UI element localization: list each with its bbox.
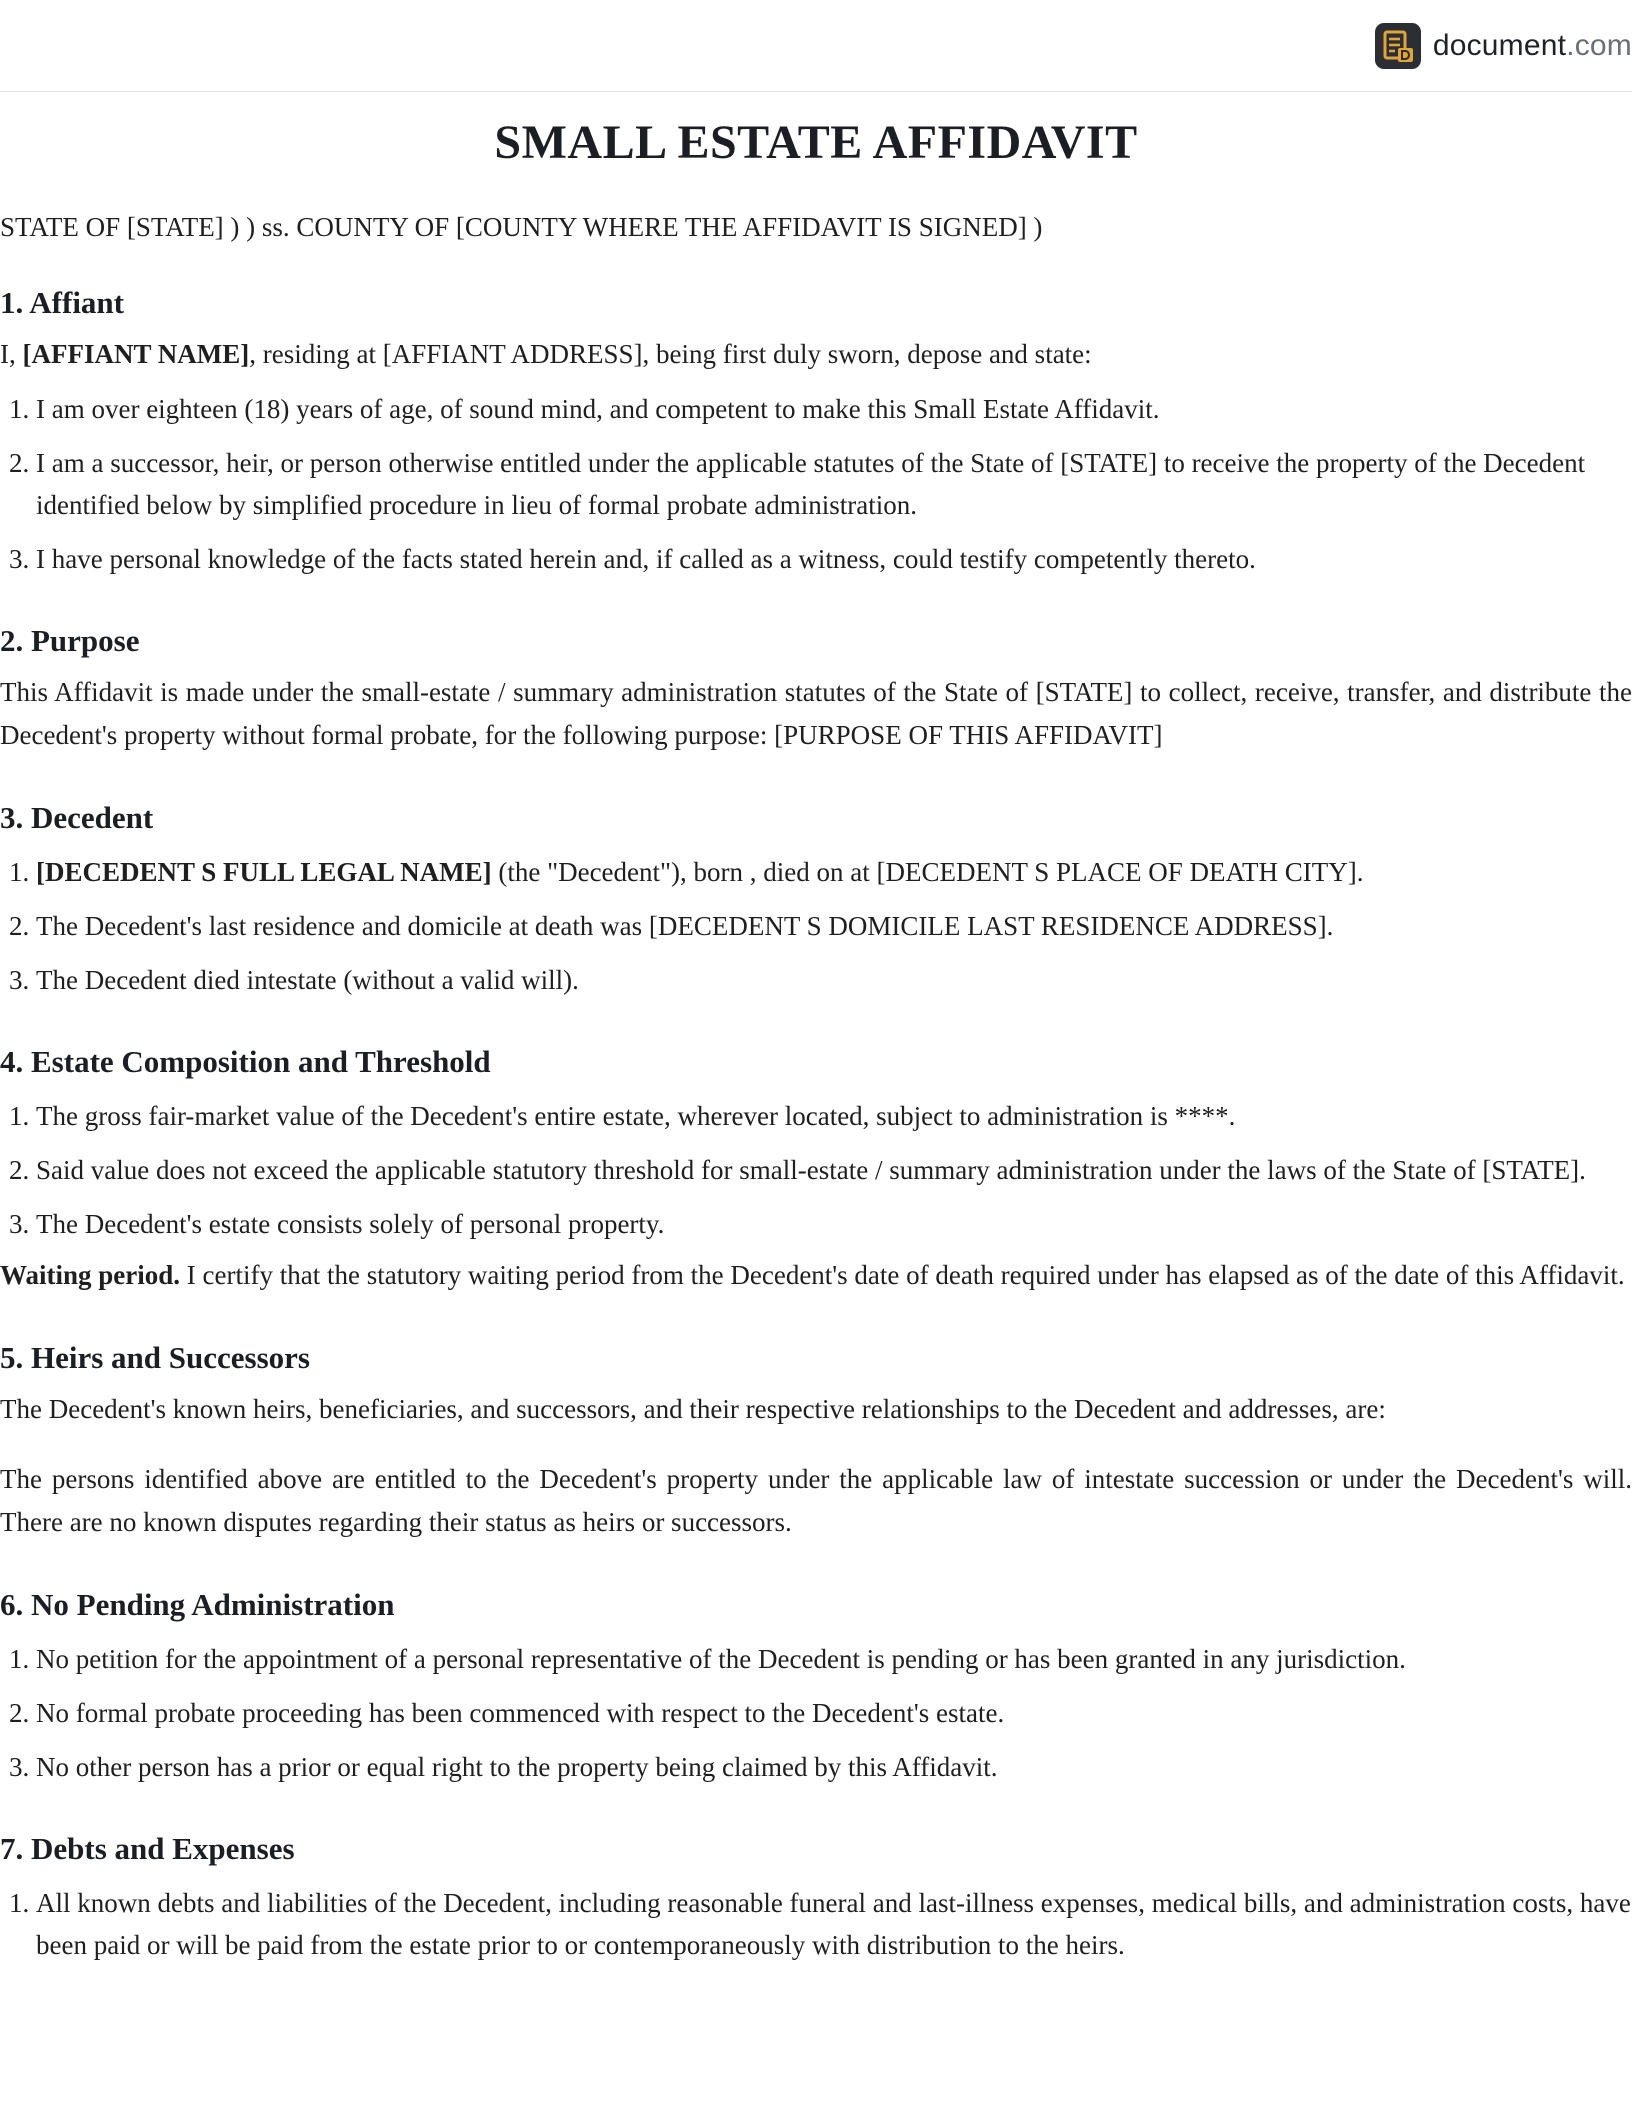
list-item	[36, 851, 1632, 893]
section-heading: 4. Estate Composition and Threshold	[0, 1043, 491, 1079]
decedent-list	[0, 851, 1632, 1001]
purpose-text: This Affidavit is made under the small-estate / summary administration statutes of the State of [STATE] to collect, receive, transfer, and distribute the Decedent's property without formal probate, for the following purpose: [PURPOSE OF THIS AFFIDAVIT]	[0, 676, 1632, 750]
affiant-name: [AFFIANT NAME]	[22, 338, 250, 369]
list-item: 2. No formal probate proceeding has been commenced with respect to the Decedent's estate.	[36, 1692, 1632, 1734]
list-item: 2. I am a successor, heir, or person otherwise entitled under the applicable statutes of the State of [STATE] to receive the property of the Decedent identified below by simplified procedure in lieu of formal probate administration.	[36, 442, 1632, 526]
waiting-period-label: Waiting period.	[0, 1259, 181, 1290]
section-heading: 1. Affiant	[0, 284, 124, 320]
document-body	[0, 92, 1632, 1966]
brand-link[interactable]	[1375, 23, 1632, 69]
site-header	[0, 0, 1632, 92]
brand-name: document	[1432, 29, 1567, 62]
section-decedent	[0, 797, 1632, 1001]
section-heading: 6. No Pending Administration	[0, 1586, 395, 1622]
document-title: SMALL ESTATE AFFIDAVIT	[494, 116, 1138, 169]
list-item: 2. Said value does not exceed the applicable statutory threshold for small-estate / summary administration under the laws of the State of [STATE].	[36, 1149, 1632, 1191]
affiant-intro-pre: I,	[0, 338, 23, 369]
list-item: 1. All known debts and liabilities of the Decedent, including reasonable funeral and last-illness expenses, medical bills, and administration costs, have been paid or will be paid from the estate prior to or contemporaneously with distribution to the heirs.	[36, 1882, 1632, 1966]
list-item: 2. The Decedent's last residence and domicile at death was [DECEDENT S DOMICILE LAST RESIDENCE ADDRESS].	[36, 905, 1632, 947]
section-debts	[0, 1828, 1632, 1966]
heirs-entitlement: The persons identified above are entitled to the Decedent's property under the applicable law of intestate succession or under the Decedent's will. There are no known disputes regarding their status as heirs or successors.	[0, 1463, 1632, 1537]
venue-line: STATE OF [STATE] ) ) ss. COUNTY OF [COUNTY WHERE THE AFFIDAVIT IS SIGNED] )	[0, 211, 1043, 242]
affiant-intro	[0, 333, 1632, 376]
section-affiant	[0, 282, 1632, 580]
list-item: 1. The gross fair-market value of the Decedent's entire estate, wherever located, subject to administration is ****.	[36, 1095, 1632, 1137]
waiting-period	[0, 1254, 1632, 1297]
affiant-intro-post: , residing at [AFFIANT ADDRESS], being first duly sworn, depose and state:	[249, 338, 1092, 369]
decedent-name: [DECEDENT S FULL LEGAL NAME]	[36, 856, 492, 887]
brand-tld: .com	[1566, 29, 1632, 62]
estate-list	[0, 1095, 1632, 1245]
list-item: 3. The Decedent's estate consists solely of personal property.	[36, 1203, 1632, 1245]
section-estate	[0, 1041, 1632, 1297]
list-item: 3. The Decedent died intestate (without a valid will).	[36, 959, 1632, 1001]
heirs-text: The Decedent's known heirs, beneficiaries, and successors, and their respective relationships to the Decedent and addresses, are:	[0, 1393, 1386, 1424]
debts-list	[0, 1882, 1632, 1966]
section-purpose	[0, 620, 1632, 757]
section-no-pending	[0, 1584, 1632, 1788]
document-logo-icon	[1375, 23, 1421, 69]
pending-list	[0, 1638, 1632, 1788]
list-item: 1. No petition for the appointment of a personal representative of the Decedent is pending or has been granted in any jurisdiction.	[36, 1638, 1632, 1680]
affiant-list	[0, 388, 1632, 580]
list-item: 1. I am over eighteen (18) years of age, of sound mind, and competent to make this Small Estate Affidavit.	[36, 388, 1632, 430]
section-heading: 7. Debts and Expenses	[0, 1830, 295, 1866]
list-item: 3. No other person has a prior or equal right to the property being claimed by this Affidavit.	[36, 1746, 1632, 1788]
section-heading: 2. Purpose	[0, 622, 140, 658]
section-heading: 5. Heirs and Successors	[0, 1339, 310, 1375]
section-heading: 3. Decedent	[0, 799, 154, 835]
brand-wordmark	[1433, 29, 1632, 63]
decedent-details: (the "Decedent"), born , died on at [DECEDENT S PLACE OF DEATH CITY].	[491, 856, 1364, 887]
section-heirs	[0, 1337, 1632, 1544]
waiting-period-text: I certify that the statutory waiting period from the Decedent's date of death required under has elapsed as of the date of this Affidavit.	[180, 1259, 1625, 1290]
list-item: 3. I have personal knowledge of the facts stated herein and, if called as a witness, could testify competently thereto.	[36, 538, 1632, 580]
